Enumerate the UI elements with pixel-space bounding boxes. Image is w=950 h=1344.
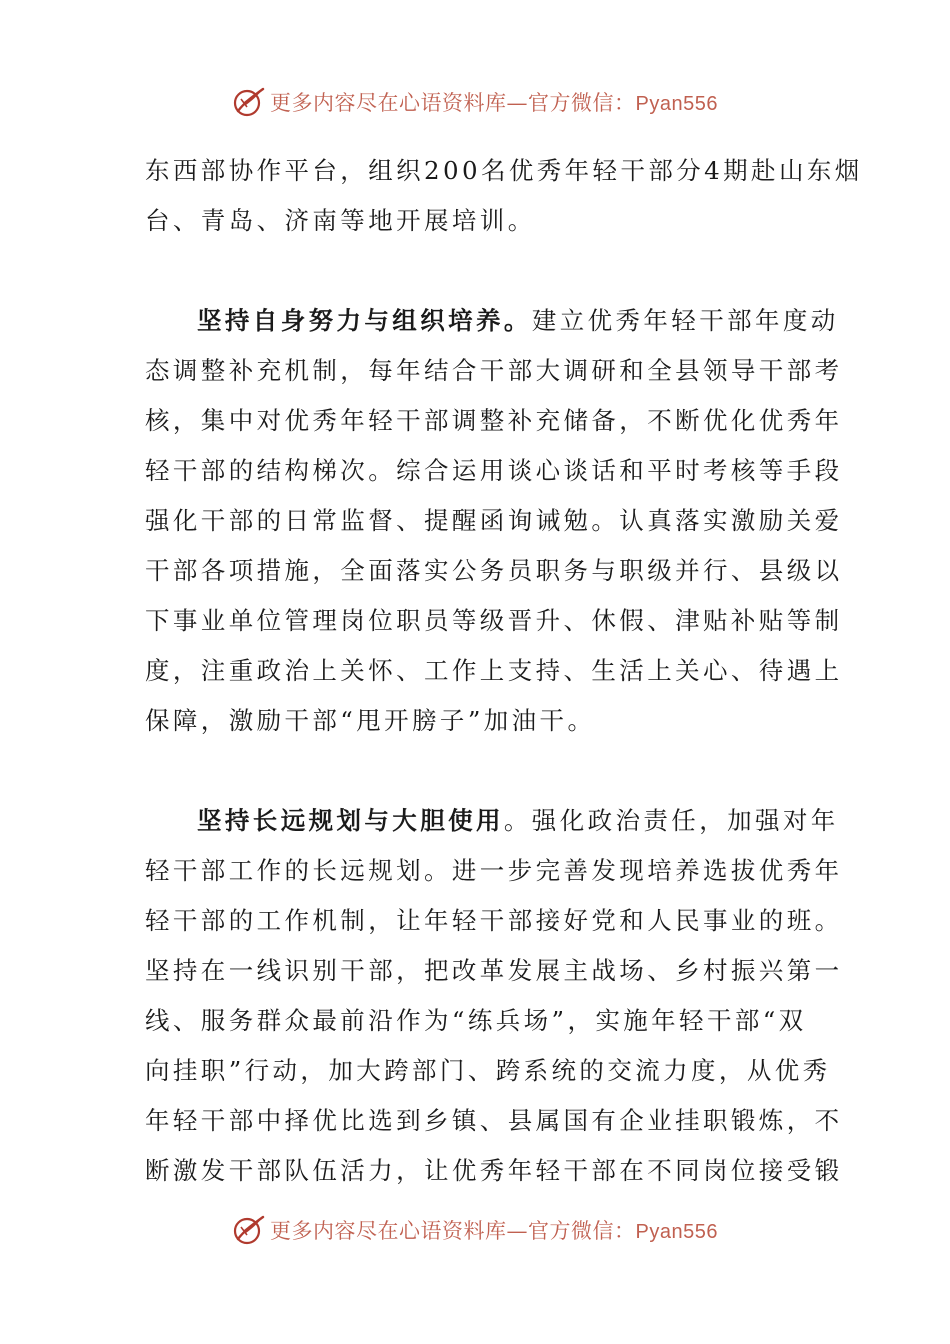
p3-line: 年轻干部中择优比选到乡镇、县属国有企业挂职锻炼，不	[145, 1106, 843, 1135]
quill-logo-icon	[232, 1213, 266, 1247]
footer-watermark-banner	[0, 1210, 950, 1250]
p1-line-2: 台、青岛、济南等地开展培训。	[145, 206, 536, 235]
banner-promo-text: 更多内容尽在心语资料库—官方微信：	[270, 1219, 636, 1243]
banner-text	[270, 1215, 718, 1245]
p3-line: 轻干部的工作机制，让年轻干部接好党和人民事业的班。	[145, 906, 843, 935]
p2-line: 下事业单位管理岗位职员等级晋升、休假、津贴补贴等制	[145, 606, 843, 635]
header-watermark-banner	[0, 82, 950, 122]
p2-line: 核，集中对优秀年轻干部调整补充储备，不断优化优秀年	[145, 406, 843, 435]
paragraph-gap	[145, 246, 805, 296]
p2-first-line	[145, 296, 839, 346]
p2-line: 干部各项措施，全面落实公务员职务与职级并行、县级以	[145, 556, 843, 585]
paragraph-gap	[145, 746, 805, 796]
p3-line: 坚持在一线识别干部，把改革发展主战场、乡村振兴第一	[145, 956, 843, 985]
p2-line: 保障，激励干部“甩开膀子”加油干。	[145, 706, 596, 735]
p3-line: 向挂职”行动，加大跨部门、跨系统的交流力度，从优秀	[145, 1056, 831, 1085]
p2-line: 轻干部的结构梯次。综合运用谈心谈话和平时考核等手段	[145, 456, 843, 485]
banner-wechat-id: Pyan556	[635, 1221, 718, 1243]
p2-line: 强化干部的日常监督、提醒函询诫勉。认真落实激励关爱	[145, 506, 843, 535]
p2-line: 度，注重政治上关怀、工作上支持、生活上关心、待遇上	[145, 656, 843, 685]
banner-text	[270, 87, 718, 117]
p3-line: 断激发干部队伍活力，让优秀年轻干部在不同岗位接受锻	[145, 1156, 843, 1185]
p2-line: 态调整补充机制，每年结合干部大调研和全县领导干部考	[145, 356, 843, 385]
p2-heading: 坚持自身努力与组织培养。	[197, 306, 532, 335]
p3-line: 轻干部工作的长远规划。进一步完善发现培养选拔优秀年	[145, 856, 843, 885]
p3-line: 线、服务群众最前沿作为“练兵场”，实施年轻干部“双	[145, 1006, 807, 1035]
quill-logo-icon	[232, 85, 266, 119]
p3-first-rest: 。强化政治责任，加强对年	[503, 806, 839, 835]
p3-heading: 坚持长远规划与大胆使用	[197, 806, 504, 835]
banner-promo-text: 更多内容尽在心语资料库—官方微信：	[270, 91, 636, 115]
p1-line-1: 东西部协作平台，组织200名优秀年轻干部分4期赴山东烟	[145, 156, 863, 185]
document-body	[145, 146, 863, 1196]
banner-wechat-id: Pyan556	[635, 93, 718, 115]
p2-first-rest: 建立优秀年轻干部年度动	[531, 306, 839, 335]
p3-first-line	[145, 796, 839, 846]
